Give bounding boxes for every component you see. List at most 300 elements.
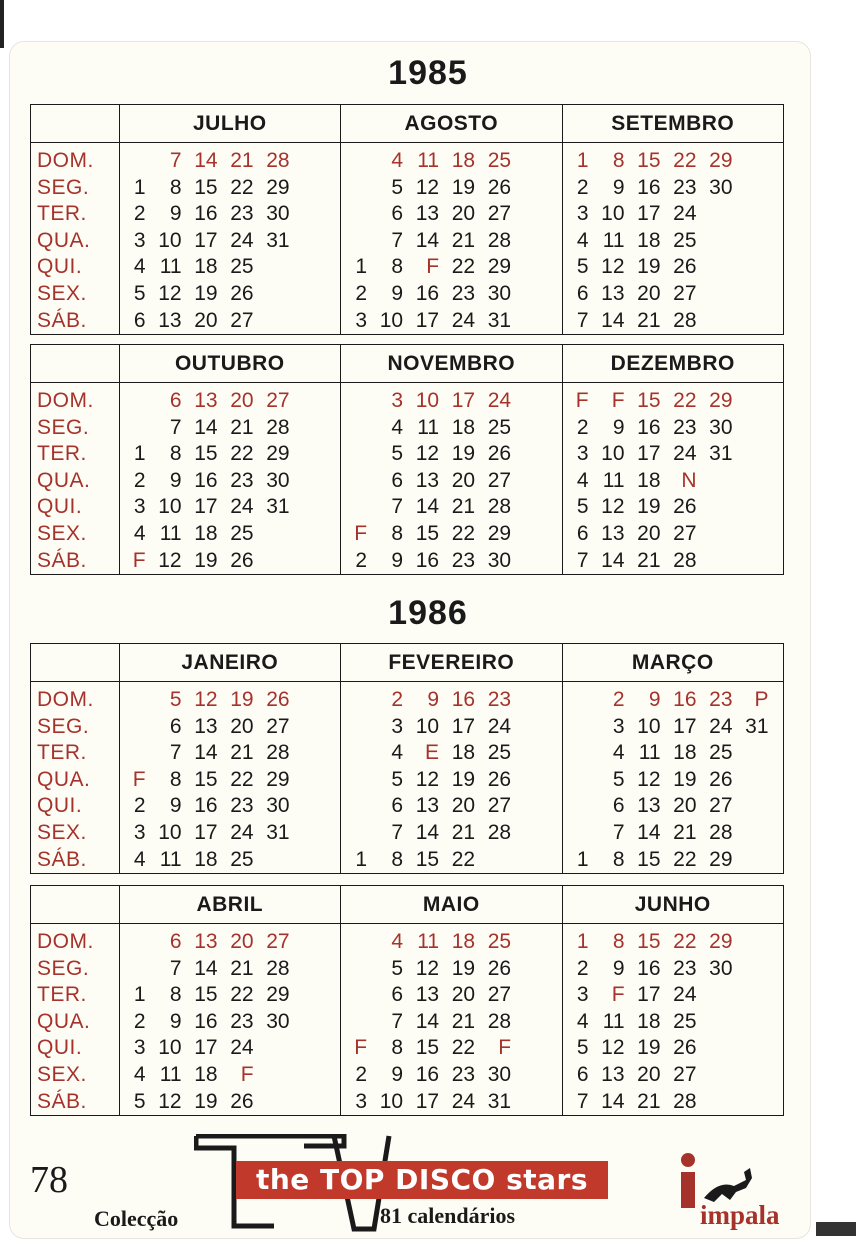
day-cell: 27 xyxy=(487,983,512,1007)
weekday-row xyxy=(120,982,340,1009)
day-cell: 24 xyxy=(230,495,254,519)
day-cell: 24 xyxy=(230,820,254,844)
day-cell: 13 xyxy=(415,202,440,226)
day-cell: 31 xyxy=(266,495,290,519)
month-body xyxy=(562,143,783,335)
weekday-row xyxy=(120,714,340,741)
day-cell xyxy=(120,714,146,741)
weekday-row xyxy=(120,767,340,794)
day-cell: 5 xyxy=(576,495,589,519)
month-grid xyxy=(120,143,340,334)
month-grid xyxy=(120,682,340,873)
day-cell: 11 xyxy=(159,1062,182,1086)
day-cell xyxy=(120,388,146,415)
month-grid xyxy=(341,924,561,1115)
weekday-row xyxy=(341,388,561,415)
day-cell: 7 xyxy=(169,741,182,765)
weekday-row xyxy=(563,201,783,228)
weekday-row xyxy=(341,1089,561,1116)
day-cell: 11 xyxy=(159,255,182,279)
weekday-row xyxy=(563,1089,783,1116)
day-cell: 19 xyxy=(637,1036,661,1060)
day-cell: 23 xyxy=(673,175,697,199)
weekday-row xyxy=(120,956,340,983)
weekday-row xyxy=(563,494,783,521)
day-cell: 6 xyxy=(612,794,625,818)
day-cell: E xyxy=(425,741,440,765)
day-cell: 4 xyxy=(612,741,625,765)
day-cell: F xyxy=(354,1036,368,1060)
day-cell: 10 xyxy=(158,228,182,252)
day-cell: 29 xyxy=(266,442,290,466)
day-cell: 4 xyxy=(133,521,146,545)
day-cell: 15 xyxy=(637,847,661,871)
day-cell: 23 xyxy=(451,548,476,572)
day-cell xyxy=(254,521,290,548)
day-cell: 6 xyxy=(169,389,182,412)
day-cell xyxy=(475,847,511,874)
day-cell: 24 xyxy=(230,228,254,252)
day-cell: 13 xyxy=(415,794,440,818)
day-cell: 7 xyxy=(576,1089,589,1113)
weekday-label: SEG. xyxy=(37,415,90,439)
month-name: MAIO xyxy=(341,886,562,924)
day-cell: 2 xyxy=(355,1062,368,1086)
day-cell xyxy=(563,714,589,741)
day-cell xyxy=(254,1089,290,1116)
month-name: MARÇO xyxy=(562,644,783,682)
day-cell: 22 xyxy=(451,1036,476,1060)
day-cell: 23 xyxy=(230,1009,254,1033)
day-cell: 24 xyxy=(487,714,512,738)
day-cell: 28 xyxy=(487,228,512,252)
day-cell: 5 xyxy=(576,255,589,279)
day-cell: 6 xyxy=(169,714,182,738)
day-cell: 16 xyxy=(194,1009,218,1033)
month-name: OUTUBRO xyxy=(119,345,340,383)
weekday-row xyxy=(563,1009,783,1036)
weekday-row xyxy=(120,820,340,847)
day-cell: 21 xyxy=(637,1089,661,1113)
weekday-row xyxy=(563,228,783,255)
day-cell: 25 xyxy=(230,521,254,545)
day-cell: 3 xyxy=(133,1036,146,1060)
day-cell: 19 xyxy=(637,495,661,519)
day-cell: 11 xyxy=(159,847,182,871)
day-cell: 31 xyxy=(709,442,733,466)
month-body xyxy=(341,924,562,1116)
calendar-block-jul-sep-1985 xyxy=(30,104,784,335)
day-cell: 8 xyxy=(391,1036,404,1060)
day-cell: 29 xyxy=(266,175,290,199)
day-cell xyxy=(341,388,367,415)
day-cell: 8 xyxy=(391,847,404,871)
weekday-row xyxy=(341,793,561,820)
day-cell: 18 xyxy=(673,741,697,765)
day-cell xyxy=(733,740,769,767)
day-cell xyxy=(697,982,733,1009)
day-cell: 16 xyxy=(415,1062,440,1086)
day-cell xyxy=(341,1009,367,1036)
weekday-row xyxy=(563,548,783,575)
day-cell: 15 xyxy=(415,1036,440,1060)
day-cell: 22 xyxy=(673,389,697,412)
day-cell: 4 xyxy=(391,741,404,765)
day-cell: 1 xyxy=(133,442,146,466)
day-cell: 4 xyxy=(133,255,146,279)
day-labels-cell xyxy=(31,924,120,1116)
day-cell: 19 xyxy=(451,956,476,980)
day-cell: 24 xyxy=(451,1089,476,1113)
day-cell: F xyxy=(498,1036,512,1060)
day-cell: 26 xyxy=(487,442,512,466)
weekday-row xyxy=(120,1035,340,1062)
day-cell: 15 xyxy=(194,442,218,466)
weekday-row xyxy=(563,1062,783,1089)
day-cell: 18 xyxy=(637,228,661,252)
day-cell: 4 xyxy=(391,415,404,439)
scan-corner-bar xyxy=(816,1222,856,1236)
day-cell: F xyxy=(132,548,146,572)
day-cell: 5 xyxy=(133,281,146,305)
day-cell: 31 xyxy=(266,820,290,844)
day-cell: 8 xyxy=(169,175,182,199)
day-cell: 4 xyxy=(576,468,589,492)
day-cell: 27 xyxy=(487,202,512,226)
day-cell xyxy=(341,494,367,521)
day-cell: 28 xyxy=(266,415,290,439)
day-cell: 2 xyxy=(133,1009,146,1033)
calendar-block-apr-jun-1986 xyxy=(30,885,784,1116)
weekday-row xyxy=(341,740,561,767)
day-cell: 13 xyxy=(194,930,218,953)
day-cell xyxy=(697,1035,733,1062)
month-grid xyxy=(120,924,340,1115)
day-cell xyxy=(563,687,589,714)
day-cell: 26 xyxy=(487,956,512,980)
day-cell: 16 xyxy=(415,548,440,572)
day-cell: 18 xyxy=(451,741,476,765)
day-cell: 1 xyxy=(355,255,368,279)
day-cell: 7 xyxy=(391,228,404,252)
day-cell xyxy=(120,415,146,442)
day-cell: 10 xyxy=(158,1036,182,1060)
year-title-1985: 1985 xyxy=(388,54,468,92)
day-cell: 19 xyxy=(451,442,476,466)
day-cell: 15 xyxy=(194,983,218,1007)
day-cell: 28 xyxy=(673,548,697,572)
day-cell: 7 xyxy=(169,956,182,980)
day-cell: 13 xyxy=(194,714,218,738)
month-grid xyxy=(341,383,561,574)
day-cell: 7 xyxy=(391,820,404,844)
weekday-row xyxy=(120,281,340,308)
weekday-row xyxy=(341,982,561,1009)
day-cell: 24 xyxy=(673,442,697,466)
weekday-row xyxy=(341,521,561,548)
day-cell: 30 xyxy=(487,281,512,305)
calendar-count-label: 81 calendários xyxy=(380,1203,516,1228)
day-cell: 21 xyxy=(230,956,254,980)
day-cell: 16 xyxy=(637,956,661,980)
weekday-row xyxy=(341,847,561,874)
day-cell: 14 xyxy=(194,741,218,765)
weekday-row xyxy=(120,254,340,281)
day-cell: 29 xyxy=(266,983,290,1007)
collection-number: 78 xyxy=(30,1159,68,1201)
day-cell xyxy=(697,548,733,575)
day-cell: 3 xyxy=(133,820,146,844)
day-cell: 3 xyxy=(576,202,589,226)
day-cell: 17 xyxy=(194,495,218,519)
day-cell: 20 xyxy=(637,1062,661,1086)
weekday-row xyxy=(120,740,340,767)
day-cell: 9 xyxy=(169,1009,182,1033)
day-cell: 12 xyxy=(415,956,440,980)
weekday-label: SEX. xyxy=(37,820,87,844)
weekday-row xyxy=(120,494,340,521)
day-cell: 6 xyxy=(391,794,404,818)
day-cell: 10 xyxy=(379,308,404,332)
day-cell: 18 xyxy=(451,930,476,953)
day-cell: 5 xyxy=(391,442,404,466)
calendar-table xyxy=(30,885,784,1116)
calendar-table xyxy=(30,104,784,335)
day-cell: 18 xyxy=(194,255,218,279)
weekday-row xyxy=(120,1009,340,1036)
day-cell: 21 xyxy=(451,820,476,844)
weekday-row xyxy=(563,254,783,281)
weekday-label: QUI. xyxy=(37,1036,83,1060)
day-cell xyxy=(254,1062,290,1089)
day-cell: 21 xyxy=(230,741,254,765)
day-cell: 12 xyxy=(158,548,182,572)
day-cell: 12 xyxy=(601,255,625,279)
day-cell: 28 xyxy=(487,820,512,844)
day-cell: 18 xyxy=(637,468,661,492)
weekday-row xyxy=(341,820,561,847)
day-cell: 26 xyxy=(230,281,254,305)
day-cell: 20 xyxy=(230,930,254,953)
day-cell: 4 xyxy=(391,930,404,953)
day-cell: 8 xyxy=(391,521,404,545)
day-cell: 25 xyxy=(487,149,512,172)
day-cell: 3 xyxy=(355,1089,368,1113)
day-cell: 3 xyxy=(612,714,625,738)
brand-banner: the TOP DISCO stars xyxy=(236,1161,608,1199)
day-cell: 20 xyxy=(451,468,476,492)
calendar-block-oct-dec-1985 xyxy=(30,344,784,575)
day-cell: 14 xyxy=(601,548,625,572)
weekday-row xyxy=(120,388,340,415)
day-cell: 8 xyxy=(169,442,182,466)
weekday-row xyxy=(563,714,783,741)
day-cell: 19 xyxy=(673,767,697,791)
weekday-row xyxy=(563,820,783,847)
month-name: SETEMBRO xyxy=(562,105,783,143)
weekday-label: QUA. xyxy=(37,1009,91,1033)
day-cell: 6 xyxy=(576,281,589,305)
weekday-row xyxy=(563,388,783,415)
day-cell: 5 xyxy=(612,767,625,791)
day-cell: 11 xyxy=(417,149,440,172)
weekday-label: DOM. xyxy=(37,930,94,953)
day-cell: 29 xyxy=(709,930,733,953)
day-cell xyxy=(341,441,367,468)
calendar-block-jan-mar-1986 xyxy=(30,643,784,874)
day-cell: 26 xyxy=(673,1036,697,1060)
weekday-row xyxy=(341,254,561,281)
weekday-row xyxy=(341,687,561,714)
day-cell: 23 xyxy=(709,688,733,711)
weekday-label: SEG. xyxy=(37,175,90,199)
day-cell: 9 xyxy=(612,956,625,980)
day-cell: 24 xyxy=(487,389,512,412)
day-cell: 7 xyxy=(576,308,589,332)
day-cell: F xyxy=(354,521,368,545)
month-grid xyxy=(341,143,561,334)
day-cell: 23 xyxy=(451,281,476,305)
day-cell: 14 xyxy=(601,1089,625,1113)
day-cell: 20 xyxy=(637,521,661,545)
weekday-row xyxy=(341,175,561,202)
month-body xyxy=(341,383,562,575)
day-cell: 20 xyxy=(637,281,661,305)
weekday-row xyxy=(341,956,561,983)
day-cell: 27 xyxy=(673,281,697,305)
day-cell: 27 xyxy=(487,794,512,818)
day-cell: 9 xyxy=(427,688,440,711)
day-cell: 27 xyxy=(266,930,290,953)
weekday-row xyxy=(341,714,561,741)
weekday-row xyxy=(341,929,561,956)
day-cell: 21 xyxy=(451,495,476,519)
scan-edge-shadow xyxy=(0,0,4,48)
month-body xyxy=(119,143,340,335)
day-cell: 21 xyxy=(637,548,661,572)
day-cell xyxy=(254,1035,290,1062)
day-cell xyxy=(341,982,367,1009)
weekday-row xyxy=(563,415,783,442)
weekday-row xyxy=(563,740,783,767)
day-cell: 21 xyxy=(673,820,697,844)
day-cell: 23 xyxy=(230,202,254,226)
day-cell: 30 xyxy=(266,794,290,818)
day-cell: 18 xyxy=(194,847,218,871)
day-cell: 24 xyxy=(451,308,476,332)
day-cell: 14 xyxy=(415,820,440,844)
day-cell: 12 xyxy=(158,281,182,305)
day-cell: 28 xyxy=(487,495,512,519)
day-cell: 20 xyxy=(451,983,476,1007)
weekday-row xyxy=(563,956,783,983)
day-cell: 15 xyxy=(637,389,661,412)
day-cell: 6 xyxy=(576,1062,589,1086)
day-cell: F xyxy=(611,983,625,1007)
day-cell: 29 xyxy=(709,847,733,871)
day-cell: 5 xyxy=(391,956,404,980)
weekday-label: SÁB. xyxy=(37,548,87,572)
day-cell xyxy=(341,767,367,794)
day-cell: 18 xyxy=(194,521,218,545)
weekday-row xyxy=(341,148,561,175)
day-cell: 5 xyxy=(576,1036,589,1060)
day-cell: 26 xyxy=(487,767,512,791)
day-cell: 17 xyxy=(194,1036,218,1060)
day-cell: 12 xyxy=(601,495,625,519)
weekday-row xyxy=(120,847,340,874)
day-cell: 27 xyxy=(487,468,512,492)
weekday-label: QUI. xyxy=(37,495,83,519)
day-cell: 22 xyxy=(673,930,697,953)
day-cell: 18 xyxy=(194,1062,218,1086)
day-cell: 8 xyxy=(612,149,625,172)
day-cell: N xyxy=(681,468,697,492)
day-cell: 7 xyxy=(391,1009,404,1033)
month-body xyxy=(119,924,340,1116)
day-cell: 1 xyxy=(576,847,589,871)
day-cell: 9 xyxy=(169,468,182,492)
day-cell: 8 xyxy=(169,767,182,791)
day-cell: 14 xyxy=(194,956,218,980)
weekday-row xyxy=(120,201,340,228)
header-blank xyxy=(31,644,120,682)
weekday-row xyxy=(120,415,340,442)
day-cell xyxy=(697,494,733,521)
month-body xyxy=(341,682,562,874)
day-cell: 14 xyxy=(194,149,218,172)
day-cell: 22 xyxy=(230,175,254,199)
day-cell: 18 xyxy=(637,1009,661,1033)
day-cell: 12 xyxy=(637,767,661,791)
day-cell: 14 xyxy=(601,308,625,332)
day-cell: 10 xyxy=(601,442,625,466)
weekday-label: QUA. xyxy=(37,468,91,492)
day-cell: 12 xyxy=(415,767,440,791)
day-cell: 23 xyxy=(673,956,697,980)
day-cell: 15 xyxy=(415,847,440,871)
day-cell: 21 xyxy=(637,308,661,332)
day-cell: 12 xyxy=(601,1036,625,1060)
day-cell xyxy=(341,740,367,767)
day-cell: 14 xyxy=(194,415,218,439)
day-labels-cell xyxy=(31,383,120,575)
day-cell: 10 xyxy=(415,389,440,412)
day-cell: 3 xyxy=(133,495,146,519)
day-cell: 25 xyxy=(673,1009,697,1033)
day-cell: 4 xyxy=(133,847,146,871)
day-cell: 28 xyxy=(673,308,697,332)
month-name: DEZEMBRO xyxy=(562,345,783,383)
day-labels-cell xyxy=(31,682,120,874)
day-cell: 8 xyxy=(612,847,625,871)
day-cell: 22 xyxy=(673,847,697,871)
calendar-table xyxy=(30,344,784,575)
day-cell: 20 xyxy=(230,389,254,412)
day-cell: 6 xyxy=(169,930,182,953)
day-cell: 19 xyxy=(230,688,254,711)
day-cell: 15 xyxy=(637,930,661,953)
weekday-label: SÁB. xyxy=(37,1089,87,1113)
weekday-row xyxy=(341,468,561,495)
weekday-row xyxy=(120,148,340,175)
weekday-row xyxy=(120,687,340,714)
day-cell: 29 xyxy=(709,389,733,412)
day-cell: 20 xyxy=(451,794,476,818)
day-cell: 10 xyxy=(158,820,182,844)
weekday-row xyxy=(341,228,561,255)
day-cell: 10 xyxy=(379,1089,404,1113)
